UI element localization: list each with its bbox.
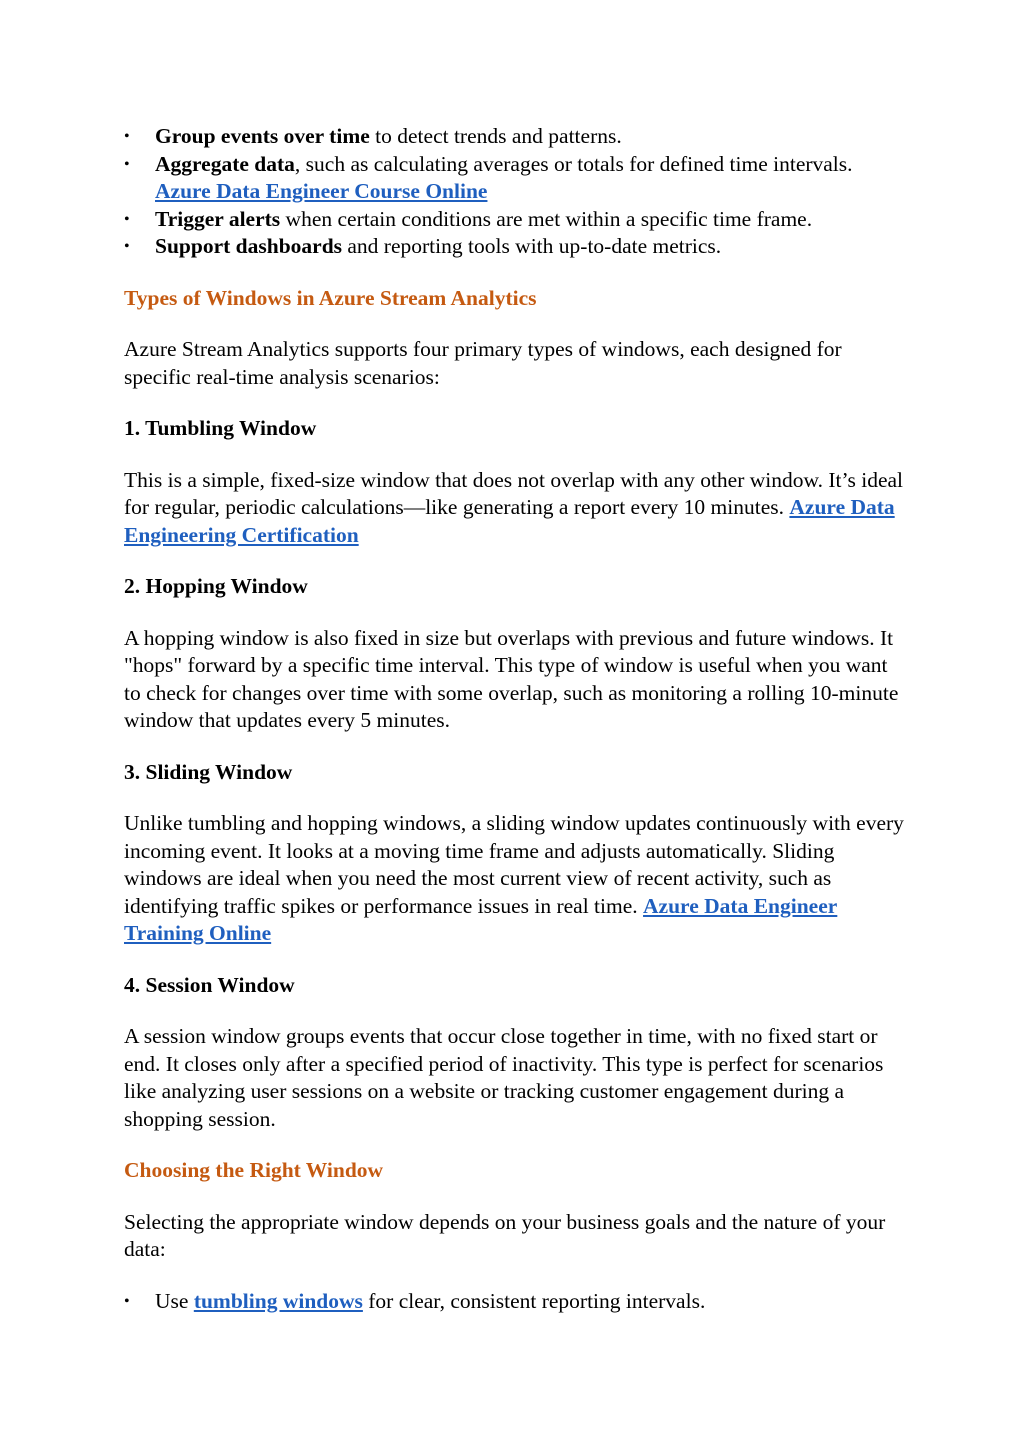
tumbling-windows-link[interactable]: tumbling windows [193,1288,363,1313]
tumbling-window-paragraph [124,467,904,550]
bullet-text: Use [155,1288,194,1313]
bullet-icon: • [124,128,130,145]
bullet-bold-text: Aggregate data [155,151,295,176]
bullet-text: , such as calculating averages or totals for defined time intervals. [294,151,853,176]
sliding-window-text: Unlike tumbling and hopping windows, a sliding window updates continuously with every incoming event. It looks at a moving time frame and adjusts automatically. Sliding windows are ideal when you need the most current view of recent activity, such as identifying traffic spikes or performance issues in real time. [124,811,904,918]
types-section-heading: Types of Windows in Azure Stream Analytics [124,285,537,310]
bullet-icon: • [124,238,130,255]
bullet-icon: • [124,155,130,173]
bullet-icon: • [124,210,130,228]
tumbling-window-text: This is a simple, fixed-size window that does not overlap with any other window. It’s ideal for regular, periodic calculations—like generating a report every 10 minutes. [124,467,904,519]
hopping-window-paragraph: A hopping window is also fixed in size but overlaps with previous and future windows. It "hops" forward by a specific time interval. This type of window is useful when you want to check for changes over time with some overlap, such as monitoring a rolling 10-minute window that updates every 5 minutes. [124,625,899,732]
list-item [124,1288,904,1316]
list-item [124,151,904,206]
choosing-intro-paragraph: Selecting the appropriate window depends on your business goals and the nature of your data: [124,1209,886,1261]
tumbling-window-heading: 1. Tumbling Window [124,416,317,440]
session-window-paragraph: A session window groups events that occur close together in time, with no fixed start or end. It closes only after a specified period of inactivity. This type is perfect for scenarios like analyzing user sessions on a website or tracking customer engagement during a shopping session. [124,1024,884,1131]
choosing-section-heading: Choosing the Right Window [124,1158,384,1182]
bullet-text: to detect trends and patterns. [369,124,622,148]
list-item [124,206,904,234]
intro-bullet-list [124,123,904,261]
types-intro-paragraph: Azure Stream Analytics supports four primary types of windows, each designed for specific real-time analysis scenarios: [124,337,842,389]
training-online-link[interactable]: Azure Data Engineer Training Online [124,893,838,945]
bullet-bold-text: Support dashboards [155,234,343,258]
bullet-text: and reporting tools with up-to-date metrics. [342,234,722,258]
session-window-heading: 4. Session Window [124,972,295,997]
bullet-bold-text: Trigger alerts [155,206,281,231]
bullet-bold-text: Group events over time [155,124,370,148]
bullet-icon: • [124,1292,130,1310]
bullet-text: when certain conditions are met within a specific time frame. [280,206,813,231]
document-page [124,123,904,1315]
certification-link[interactable]: Azure Data Engineering Certification [124,495,895,547]
sliding-window-paragraph [124,810,904,948]
list-item [124,123,904,151]
choosing-bullet-list [124,1288,904,1316]
course-online-link[interactable]: Azure Data Engineer Course Online [155,179,488,203]
hopping-window-heading: 2. Hopping Window [124,574,308,598]
bullet-text: for clear, consistent reporting intervals. [362,1288,706,1313]
sliding-window-heading: 3. Sliding Window [124,759,293,784]
list-item [124,233,904,261]
